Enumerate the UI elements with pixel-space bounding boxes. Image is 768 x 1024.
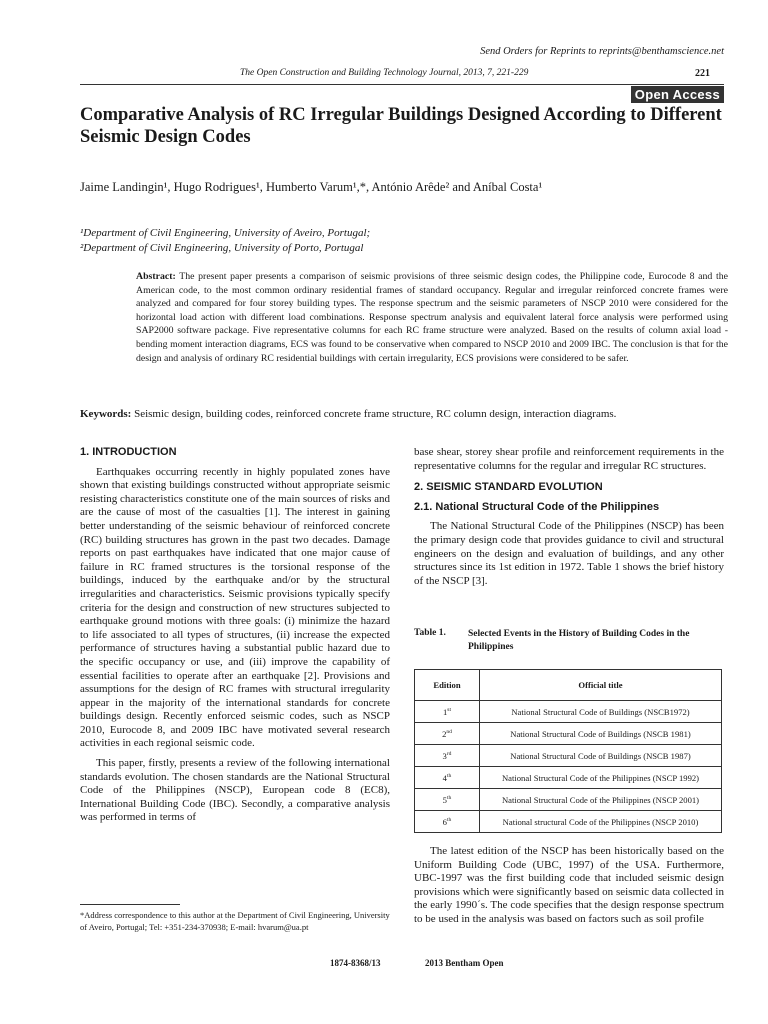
title-cell: National Structural Code of Buildings (NSCB 1981): [480, 723, 722, 745]
correspondence-footnote: *Address correspondence to this author at the Department of Civil Engineering, University of Aveiro, Portugal; Tel: +351-234-370938; E-mail: hvarum@ua.pt: [80, 910, 390, 932]
table-1-label: Table 1.: [414, 628, 446, 638]
affiliation-1: ¹Department of Civil Engineering, University of Aveiro, Portugal;: [80, 227, 371, 239]
edition-cell: 1st: [415, 701, 480, 723]
title-cell: National Structural Code of the Philippines (NSCP 2001): [480, 789, 722, 811]
keywords: [80, 408, 728, 420]
header-edition: Edition: [415, 670, 480, 701]
edition-cell: 6th: [415, 811, 480, 833]
ubc-paragraph-text: The latest edition of the NSCP has been historically based on the Uniform Building Code (UBC, 1997) of the USA. Furthermore, UBC-1997 was the first building code that included seismic design provisions which were significantly based on seismic data collected in the early 1990´s. The code specifies that the design response spectrum to be used in the analysis was based on factors such as soil profile: [414, 845, 724, 925]
table-row: [415, 789, 722, 811]
table-1-caption: [414, 628, 724, 654]
header-rule: [80, 84, 724, 85]
table-1: [414, 669, 722, 833]
intro-paragraph-1: Earthquakes occurring recently in highly populated zones have shown that existing buildings constructed without appropriate seismic resisting characteristics constitute one of the main sources of risks and are the cause of most of the casualties [1]. The interest in gaining better understanding of the seismic behaviour of reinforced concrete (RC) building structures has grown in the past two decades. Damage reports on past earthquakes have indicated that one major cause of failure in RC framed structures is the torsional response of the buildings, induced by the earthquake and/or by the structural irregularities and characteristics. Seismic provisions typically specify criteria for the design and construction of new structures subjected to earthquake ground motions with three goals: (i) minimize the hazard to life associated to all types of structures, (ii) increase the expected performance of structures having a substantial public hazard due to the specific occupancy or use, and (iii) improve the capability of essential facilities to operate after an earthquake [2]. Provisions and assumptions for the design of RC frames with structural irregularity appear in the majority of the international standards for concrete buildings design. Recently enforced seismic codes, such as NSCP 2010, Eurocode 8, and 2009 IBC have motivated several research activities in each regional seismic code.: [80, 465, 390, 750]
ubc-paragraph: [414, 845, 724, 933]
edition-cell: 4th: [415, 767, 480, 789]
section-2-1-heading: 2.1. National Structural Code of the Philippines: [414, 500, 660, 513]
title-cell: National Structural Code of Buildings (NSCB1972): [480, 701, 722, 723]
abstract-label: Abstract:: [136, 271, 176, 282]
title-cell: National Structural Code of the Philippines (NSCP 1992): [480, 767, 722, 789]
journal-citation: The Open Construction and Building Technology Journal, 2013, 7, 221-229: [240, 68, 529, 78]
right-column-continuation: base shear, storey shear profile and reinforcement requirements in the representative columns for the regular and irregular RC structures.: [414, 446, 724, 472]
header-official-title: Official title: [480, 670, 722, 701]
keywords-label: Keywords:: [80, 408, 132, 420]
edition-cell: 3rd: [415, 745, 480, 767]
left-column: [80, 446, 390, 831]
nscp-paragraph: The National Structural Code of the Philippines (NSCP) has been the primary design code that provides guidance to civil and structural engineers on the design and evaluation of buildings, and any other structures since its 1st edition in 1972. Table 1 shows the brief history of the NSCP [3].: [414, 520, 724, 587]
section-1-heading: 1. INTRODUCTION: [80, 446, 177, 458]
open-access-badge: Open Access: [631, 86, 724, 103]
abstract: [136, 270, 728, 365]
table-row: [415, 701, 722, 723]
issn: 1874-8368/13: [330, 958, 381, 968]
editions-table: [414, 669, 722, 833]
publisher-line: 2013 Bentham Open: [425, 958, 504, 968]
title-cell: National Structural Code of Buildings (NSCB 1987): [480, 745, 722, 767]
table-row: [415, 767, 722, 789]
table-1-title: Selected Events in the History of Building Codes in the Philippines: [468, 629, 690, 652]
table-1-caption-layout: [414, 628, 724, 654]
table-row: [415, 723, 722, 745]
right-column: [414, 446, 724, 594]
page-number: 221: [695, 68, 710, 79]
footnote-rule: [80, 904, 180, 905]
reprints-notice: Send Orders for Reprints to reprints@benthamscience.net: [480, 46, 724, 57]
edition-cell: 2nd: [415, 723, 480, 745]
table-row: [415, 745, 722, 767]
author-list: Jaime Landingin¹, Hugo Rodrigues¹, Humberto Varum¹,*, António Arêde² and Aníbal Costa¹: [80, 180, 543, 194]
keywords-text: Seismic design, building codes, reinforced concrete frame structure, RC column design, interaction diagrams.: [134, 408, 617, 420]
affiliation-2: ²Department of Civil Engineering, University of Porto, Portugal: [80, 242, 364, 254]
table-header-row: [415, 670, 722, 701]
intro-paragraph-2: This paper, firstly, presents a review of the following international standards evolution. The chosen standards are the National Structural Code of the Philippines (NSCP), European code 8 (EC8), International Building Code (IBC). Secondly, a comparative analysis was performed in terms of: [80, 757, 390, 824]
abstract-text: The present paper presents a comparison of seismic provisions of three seismic design codes, the Philippine code, Eurocode 8 and the American code, to the most common ordinary residential frames of standard occupancy. Regular and irregular reinforced concrete frames were analyzed and compared for four storey building types. The response spectrum and the seismic parameters of NSCP 2010 were considered for the horizontal load action with different load combinations. Response spectrum analysis and equivalent lateral force analysis were performed using SAP2000 software package. Five representative columns for each RC frame structure were analyzed. Based on the results of column axial load - bending moment interaction diagrams, ECS was found to be conservative when compared to NSCP 2010 and 2009 IBC. The conclusion is that for the design and analysis of ordinary RC residential buildings with certain irregularity, ECS provisions were considered to be safer.: [136, 271, 728, 364]
title-cell: National structural Code of the Philippines (NSCP 2010): [480, 811, 722, 833]
section-2-heading: 2. SEISMIC STANDARD EVOLUTION: [414, 481, 603, 494]
edition-cell: 5th: [415, 789, 480, 811]
table-row: [415, 811, 722, 833]
paper-title: Comparative Analysis of RC Irregular Buildings Designed According to Different Seismic Design Codes: [80, 105, 722, 147]
